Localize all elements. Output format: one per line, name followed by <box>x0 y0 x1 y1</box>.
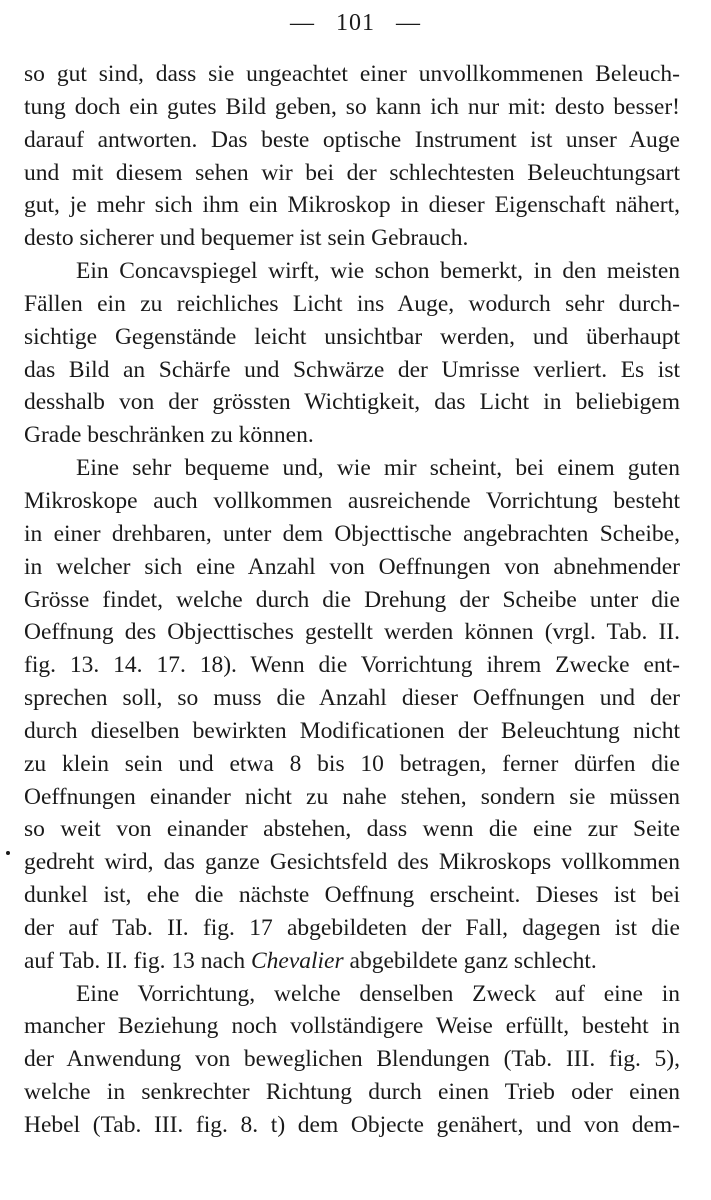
text-line: gut, je mehr sich ihm ein Mikroskop in dieser Eigenschaft nähert, <box>24 192 680 219</box>
text-line: so gut sind, dass sie ungeachtet einer unvollkommenen Beleuch- <box>24 61 680 87</box>
page-header <box>0 10 711 37</box>
text-line: Grösse findet, welche durch die Drehung der Scheibe unter die <box>24 586 680 613</box>
text-line: Grade beschränken zu können. <box>24 422 314 449</box>
paragraph-start-line: Ein Concavspiegel wirft, wie schon bemerkt, in den meisten <box>76 258 680 285</box>
text-line: fig. 13. 14. 17. 18). Wenn die Vorrichtung ihrem Zwecke ent- <box>24 652 680 679</box>
text-line: sichtige Gegenstände leicht unsichtbar werden, und überhaupt <box>24 323 680 350</box>
text-line: Oeffnung des Objecttisches gestellt werden können (vrgl. Tab. II. <box>24 619 680 646</box>
text-line-with-italic <box>24 945 680 978</box>
header-dash-right: — <box>396 10 421 36</box>
text-line: der auf Tab. II. fig. 17 abgebildeten der Fall, dagegen ist die <box>24 914 680 941</box>
text-line: in welcher sich eine Anzahl von Oeffnungen von abnehmender <box>24 553 680 580</box>
paragraph-start-line: Eine sehr bequeme und, wie mir scheint, bei einem guten <box>76 455 680 482</box>
text-line: durch dieselben bewirkten Modificationen der Beleuchtung nicht <box>24 717 680 744</box>
text-line: Mikroskope auch vollkommen ausreichende Vorrichtung besteht <box>24 487 680 514</box>
header-dash-left: — <box>290 10 315 36</box>
text-line: tung doch ein gutes Bild geben, so kann ich nur mit: desto besser! <box>24 93 680 120</box>
text-segment: auf Tab. II. fig. 13 nach <box>24 947 251 974</box>
text-line: in einer drehbaren, unter dem Objecttische angebrachten Scheibe, <box>24 520 680 547</box>
text-line: zu klein sein und etwa 8 bis 10 betragen, ferner dürfen die <box>24 750 680 777</box>
text-line: so weit von einander abstehen, dass wenn die eine zur Seite <box>24 816 680 843</box>
text-line: sprechen soll, so muss die Anzahl dieser Oeffnungen und der <box>24 685 680 712</box>
text-line: dunkel ist, ehe die nächste Oeffnung erscheint. Dieses ist bei <box>24 882 680 909</box>
text-line: gedreht wird, das ganze Gesichtsfeld des Mikroskops vollkommen <box>24 849 680 876</box>
text-line: mancher Beziehung noch vollständigere Weise erfüllt, besteht in <box>24 1013 680 1040</box>
text-line: darauf antworten. Das beste optische Instrument ist unser Auge <box>24 126 680 153</box>
text-line: Hebel (Tab. III. fig. 8. t) dem Objecte genähert, und von dem- <box>24 1112 680 1138</box>
margin-mark <box>6 851 10 855</box>
paragraph-start-line: Eine Vorrichtung, welche denselben Zweck auf eine in <box>76 980 680 1007</box>
text-line: desshalb von der grössten Wichtigkeit, das Licht in beliebigem <box>24 389 680 416</box>
text-line: welche in senkrechter Richtung durch einen Trieb oder einen <box>24 1079 680 1106</box>
text-line: und mit diesem sehen wir bei der schlechtesten Beleuchtungsart <box>24 159 680 186</box>
page-number: 101 <box>336 10 375 36</box>
italic-name: Chevalier <box>250 947 344 974</box>
text-line: desto sicherer und bequemer ist sein Gebrauch. <box>24 225 469 252</box>
body-text <box>24 58 680 1142</box>
text-line: Oeffnungen einander nicht zu nahe stehen, sondern sie müssen <box>24 783 680 810</box>
text-line: das Bild an Schärfe und Schwärze der Umrisse verliert. Es ist <box>24 356 680 383</box>
text-line: der Anwendung von beweglichen Blendungen (Tab. III. fig. 5), <box>24 1046 680 1073</box>
text-line: Fällen ein zu reichliches Licht ins Auge, wodurch sehr durch- <box>24 290 680 317</box>
text-segment: abgebildete ganz schlecht. <box>343 947 597 974</box>
